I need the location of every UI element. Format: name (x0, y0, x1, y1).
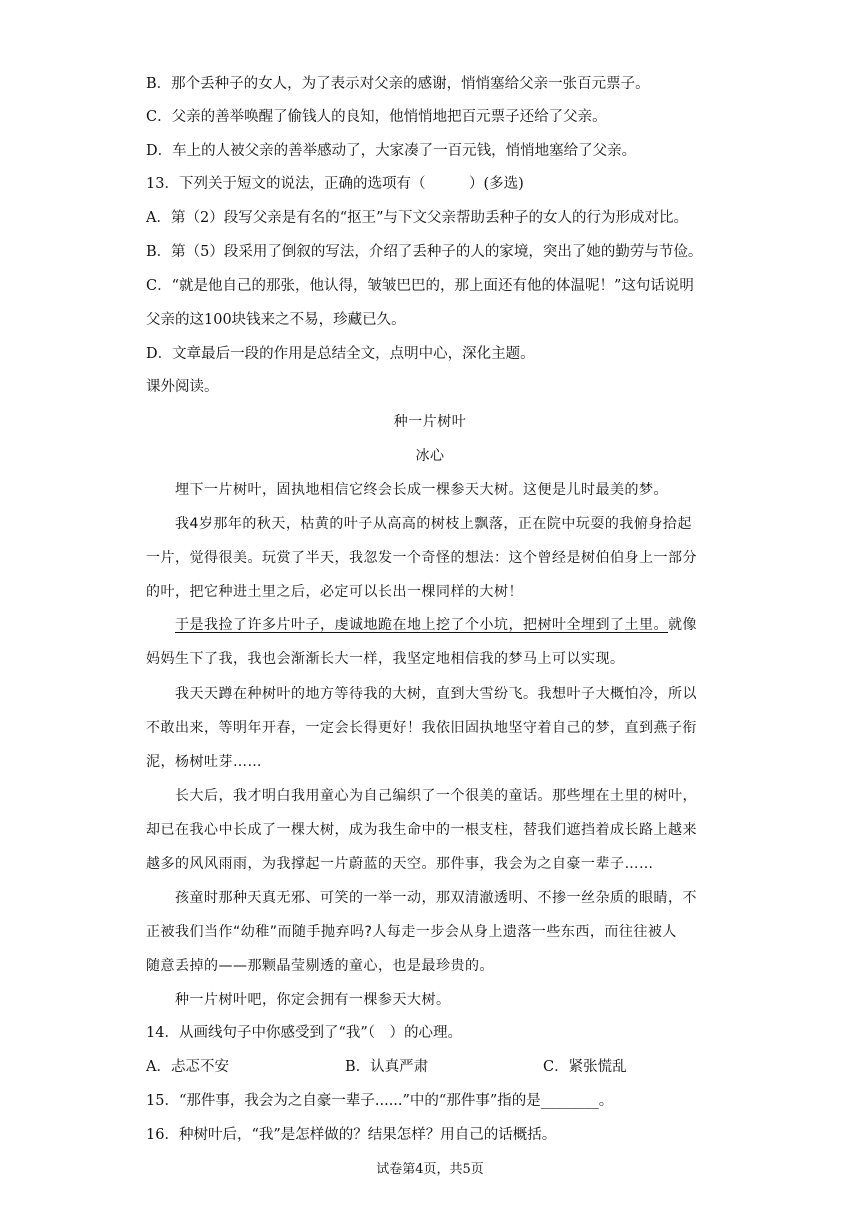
section-label: 课外阅读。 (146, 379, 219, 395)
passage-line: 妈妈生下了我，我也会渐渐长大一样，我坚定地相信我的梦马上可以实现。 (146, 651, 625, 667)
passage-line: 越多的风风雨雨，为我撑起一片蔚蓝的天空。那件事，我会为之自豪一辈子…… (146, 856, 654, 872)
q15-stem: 15．“那件事，我会为之自豪一辈子......”中的“那件事”指的是________。 (146, 1093, 614, 1109)
q12-option-b: B．那个丢种子的女人，为了表示对父亲的感谢，悄悄塞给父亲一张百元票子。 (146, 76, 650, 92)
q13-stem: 13．下列关于短文的说法，正确的选项有（ ）(多选) (146, 176, 524, 192)
underlined-sentence: 于是我捡了许多片叶子，虔诚地跪在地上挖了个小坑，把树叶全埋到了土里。 (175, 617, 668, 633)
underlined-sentence-line (175, 615, 745, 635)
passage-line: 一片，觉得很美。玩赏了半天，我忽发一个奇怪的想法：这个曾经是树伯伯身上一部分 (146, 550, 697, 566)
passage-line: 我4岁那年的秋天，枯黄的叶子从高高的树枝上飘落，正在院中玩耍的我俯身拾起 (175, 516, 692, 532)
passage-line: 泥，杨树吐芽…… (146, 754, 262, 770)
q14-option-c: C．紧张慌乱 (543, 1059, 627, 1075)
q14-stem: 14．从画线句子中你感受到了“我”（ ）的心理。 (146, 1025, 463, 1041)
page-footer: 试卷第4页，共5页 (376, 1162, 484, 1177)
q14-option-a: A．忐忑不安 (146, 1059, 229, 1075)
passage-title: 种一片树叶 (393, 414, 467, 430)
q13-option-d: D．文章最后一段的作用是总结全文，点明中心，深化主题。 (146, 346, 535, 362)
q13-option-c-cont: 父亲的这100块钱来之不易，珍藏已久。 (146, 312, 406, 328)
passage-text: 就像 (668, 617, 697, 633)
passage-line: 却已在我心中长成了一棵大树，成为我生命中的一根支柱，替我们遮挡着成长路上越来 (146, 822, 697, 838)
passage-line: 埋下一片树叶，固执地相信它终会长成一棵参天大树。这便是儿时最美的梦。 (175, 482, 668, 498)
q12-option-d: D．车上的人被父亲的善举感动了，大家凑了一百元钱，悄悄地塞给了父亲。 (146, 143, 637, 159)
q13-option-c: C．“就是他自己的那张，他认得，皱皱巴巴的，那上面还有他的体温呢！”这句话说明 (146, 278, 694, 294)
passage-line: 不敢出来，等明年开春，一定会长得更好！我依旧固执地坚守着自己的梦，直到燕子衔 (146, 720, 697, 736)
q12-option-c: C．父亲的善举唤醒了偷钱人的良知，他悄悄地把百元票子还给了父亲。 (146, 109, 607, 125)
passage-line: 正被我们当作“幼稚”而随手抛弃吗?人每走一步会从身上遗落一些东西，而往往被人 (146, 924, 677, 940)
q13-option-b: B．第（5）段采用了倒叙的写法，介绍了丢种子的人的家境，突出了她的勤劳与节俭。 (146, 244, 703, 260)
q16-stem: 16．种树叶后，“我”是怎样做的？结果怎样？用自己的话概括。 (146, 1127, 557, 1143)
passage-author: 冰心 (415, 448, 445, 464)
passage-line: 孩童时那种天真无邪、可笑的一举一动，那双清澈透明、不掺一丝杂质的眼睛，不 (175, 890, 697, 906)
passage-line: 的叶，把它种进土里之后，必定可以长出一棵同样的大树！ (146, 584, 523, 600)
passage-line: 我天天蹲在种树叶的地方等待我的大树，直到大雪纷飞。我想叶子大概怕冷，所以 (175, 686, 697, 702)
passage-line: 长大后，我才明白我用童心为自己编织了一个很美的童话。那些埋在土里的树叶， (175, 788, 697, 804)
q14-option-b: B．认真严肃 (345, 1059, 429, 1075)
passage-line: 种一片树叶吧，你定会拥有一棵参天大树。 (175, 992, 451, 1008)
passage-line: 随意丢掉的——那颗晶莹剔透的童心，也是最珍贵的。 (146, 958, 494, 974)
q13-option-a: A．第（2）段写父亲是有名的“抠王”与下文父亲帮助丢种子的女人的行为形成对比。 (146, 210, 689, 226)
